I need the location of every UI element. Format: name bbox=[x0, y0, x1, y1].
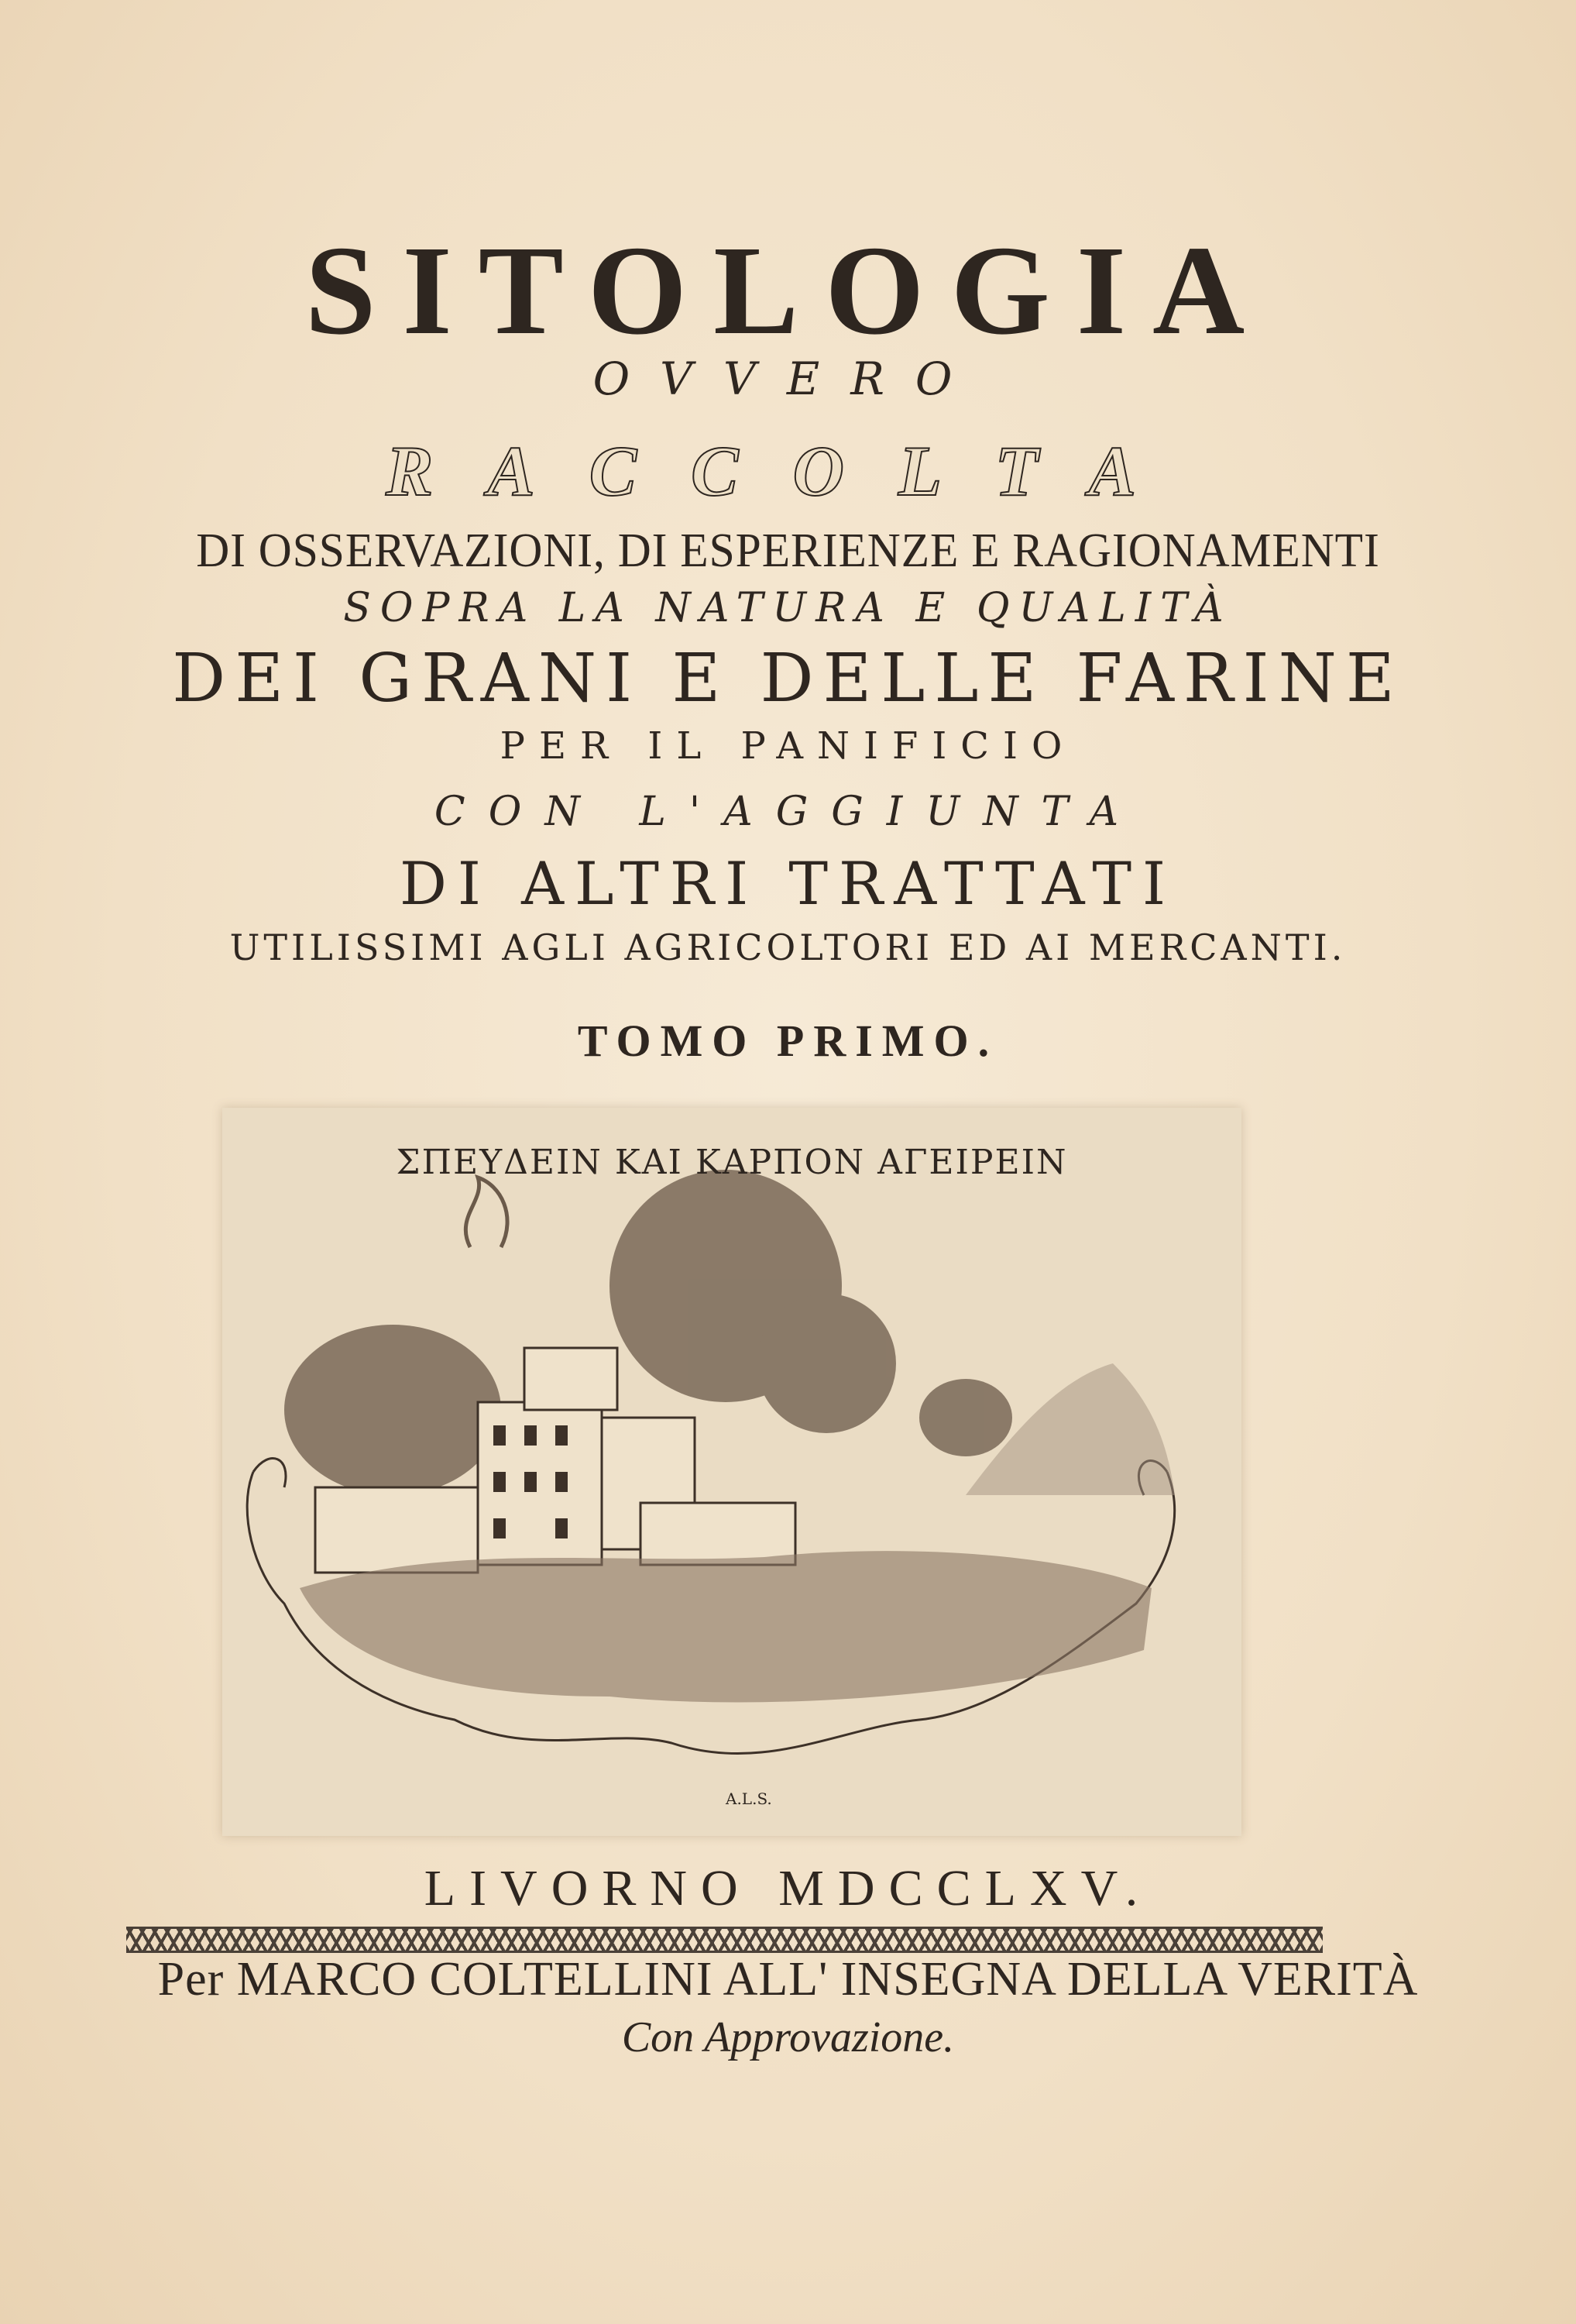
ornamental-rule bbox=[126, 1927, 1323, 1953]
imprint-approval: Con Approvazione. bbox=[621, 2013, 955, 2061]
raccolta-text: RACCOLTA bbox=[386, 431, 1190, 511]
subtitle-line-4: PER IL PANIFICIO bbox=[500, 724, 1076, 768]
book-title: SITOLOGIA bbox=[304, 219, 1272, 361]
volume-label: TOMO PRIMO. bbox=[577, 1016, 999, 1066]
engraver-signature: A.L.S. bbox=[726, 1789, 772, 1808]
subtitle-line-3: DEI GRANI E DELLE FARINE bbox=[172, 640, 1404, 717]
landscape-illustration bbox=[222, 1108, 1241, 1836]
subtitle-line-5: CON L'AGGIUNTA bbox=[434, 789, 1142, 835]
subtitle-line-2: SOPRA LA NATURA E QUALITÀ bbox=[343, 585, 1233, 631]
engraving-vignette bbox=[222, 1108, 1241, 1836]
engraving-motto: ΣΠΕΥΔΕΙΝ ΚΑΙ ΚΑΡΠΟΝ ΑΓΕΙΡΕΙΝ bbox=[396, 1143, 1068, 1182]
ovvero-text: OVVERO bbox=[592, 352, 984, 405]
imprint-place-date: LIVORNO MDCCLXV. bbox=[424, 1860, 1152, 1917]
subtitle-line-1: DI OSSERVAZIONI, DI ESPERIENZE E RAGIONAMENTI bbox=[196, 524, 1380, 577]
imprint-publisher: Per MARCO COLTELLINI ALL' INSEGNA DELLA VERITÀ bbox=[157, 1953, 1419, 2006]
subtitle-line-6: DI ALTRI TRATTATI bbox=[399, 849, 1177, 918]
subtitle-line-7: UTILISSIMI AGLI AGRICOLTORI ED AI MERCANTI. bbox=[229, 927, 1347, 968]
